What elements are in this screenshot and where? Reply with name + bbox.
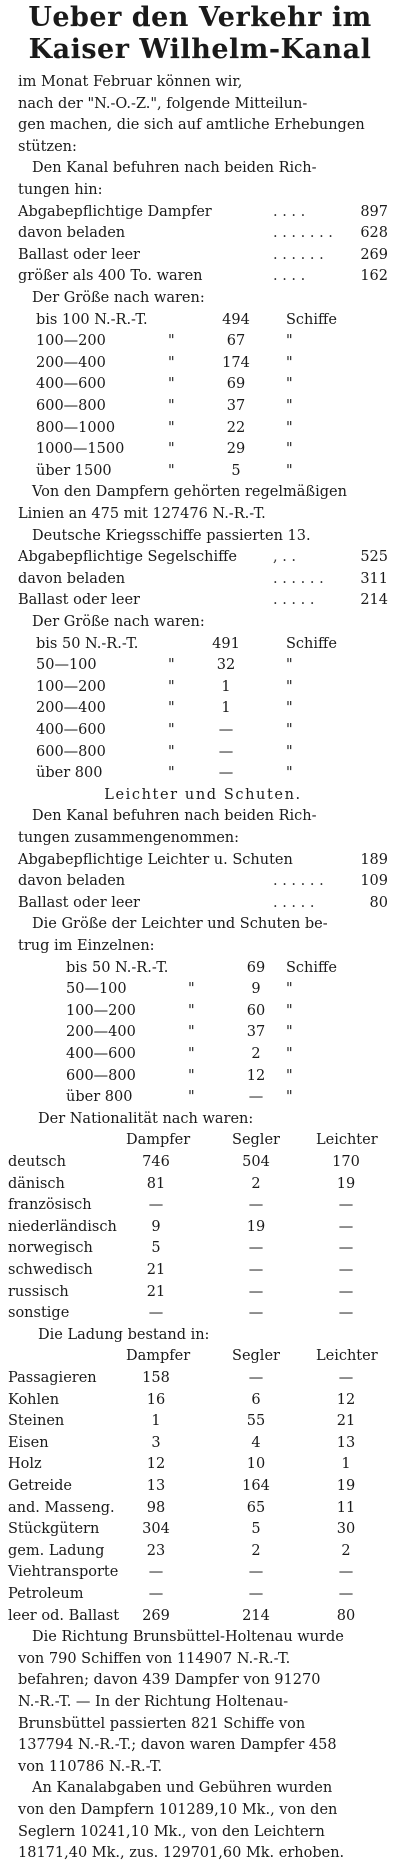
ditto-mark: " <box>168 722 175 738</box>
table-row <box>8 1348 388 1368</box>
stat-value: 628 <box>360 225 388 242</box>
stat-label: größer als 400 To. waren <box>18 268 203 285</box>
ship-unit: " <box>286 441 293 458</box>
size-heading: Die Größe der Leichter und Schuten be- <box>32 916 328 933</box>
column-header: Segler <box>232 1132 280 1149</box>
cell-value: 3 <box>151 1434 161 1451</box>
cell-value: — <box>338 1564 354 1581</box>
stat-row <box>18 852 388 872</box>
cell-value: 12 <box>146 1456 166 1473</box>
table-row <box>8 1586 388 1606</box>
cell-value: 269 <box>142 1607 170 1624</box>
cell-value: 19 <box>246 1218 266 1235</box>
cell-value: 80 <box>336 1607 356 1624</box>
cell-value: — <box>248 1283 264 1300</box>
size-row <box>18 312 388 332</box>
ship-count: — <box>248 1089 264 1106</box>
cell-value: 1 <box>341 1456 351 1473</box>
direction-line: von 790 Schiffen von 114907 N.-R.-T. <box>18 1650 291 1667</box>
size-range: 1000—1500 <box>36 441 125 458</box>
ship-count: 37 <box>246 1024 266 1041</box>
table-heading: Der Nationalität nach waren: <box>38 1110 254 1127</box>
leader-dots: . . . . <box>273 268 306 285</box>
cell-value: 21 <box>146 1283 166 1300</box>
table-row <box>8 1305 388 1325</box>
cell-value: 2 <box>341 1542 351 1559</box>
cell-value: — <box>148 1586 164 1602</box>
stat-row <box>18 247 388 267</box>
table-row <box>8 1564 388 1584</box>
size-row <box>18 420 388 440</box>
stat-row <box>18 549 388 569</box>
ship-count: 22 <box>226 419 246 436</box>
fees-line: 18171,40 Mk., zus. 129701,60 Mk. erhoben. <box>18 1845 345 1862</box>
cargo-name: Steinen <box>8 1413 65 1430</box>
cell-value: — <box>148 1564 164 1581</box>
cell-value: 98 <box>146 1499 166 1516</box>
ship-unit: " <box>286 398 293 414</box>
stat-label: davon beladen <box>18 873 126 890</box>
size-range: 400—600 <box>36 376 106 393</box>
nation-name: schwedisch <box>8 1262 93 1278</box>
table-row <box>8 1392 388 1412</box>
stat-row <box>18 895 388 915</box>
table-heading: Die Ladung bestand in: <box>38 1326 210 1343</box>
cell-value: 55 <box>246 1413 266 1430</box>
ship-unit: " <box>286 981 293 998</box>
size-row <box>18 355 388 375</box>
cell-value: — <box>248 1305 264 1322</box>
nation-name: russisch <box>8 1283 69 1300</box>
size-range: 800—1000 <box>36 419 116 436</box>
intro-line: stützen: <box>18 138 77 155</box>
cell-value: 504 <box>242 1154 270 1170</box>
page-title: Ueber den Verkehr im <box>28 2 372 33</box>
cell-value: 13 <box>146 1478 166 1494</box>
size-range: 600—800 <box>66 1067 136 1084</box>
ship-unit: " <box>286 1067 293 1084</box>
column-header: Dampfer <box>126 1348 191 1365</box>
size-row <box>18 744 388 764</box>
cargo-name: Eisen <box>8 1434 49 1451</box>
table-row <box>8 1240 388 1260</box>
size-row <box>18 1046 388 1066</box>
size-row <box>18 376 388 396</box>
cell-value: — <box>338 1370 354 1386</box>
size-row <box>18 1003 388 1023</box>
stat-label: Ballast oder leer <box>18 894 140 911</box>
nation-name: deutsch <box>8 1154 66 1170</box>
size-range: bis 50 N.-R.-T. <box>66 959 169 976</box>
cell-value: 21 <box>336 1413 356 1430</box>
cell-value: 81 <box>146 1175 166 1192</box>
ditto-mark: " <box>188 1089 195 1106</box>
ditto-mark: " <box>168 398 175 414</box>
column-header: Leichter <box>316 1132 378 1149</box>
stat-value: 525 <box>360 549 388 566</box>
ship-unit: " <box>286 765 293 782</box>
size-range: 400—600 <box>66 1046 136 1062</box>
cell-value: 5 <box>251 1521 261 1538</box>
cell-value: 13 <box>336 1434 356 1451</box>
table-row <box>8 1219 388 1239</box>
cell-value: — <box>248 1370 264 1386</box>
stat-value: 80 <box>369 894 388 911</box>
cell-value: — <box>248 1586 264 1602</box>
size-range: 200—400 <box>36 354 106 371</box>
ship-count: 494 <box>222 311 250 328</box>
size-range: 50—100 <box>36 657 97 674</box>
ship-unit: " <box>286 1046 293 1062</box>
direction-line: Die Richtung Brunsbüttel-Holtenau wurde <box>32 1629 344 1646</box>
intro-line: gen machen, die sich auf amtliche Erhebungen <box>18 117 365 134</box>
stat-label: Abgabepflichtige Dampfer <box>18 203 212 220</box>
cargo-name: Getreide <box>8 1478 73 1494</box>
cell-value: 10 <box>246 1456 266 1473</box>
size-row <box>18 765 388 785</box>
fees-line: Seglern 10241,10 Mk., von den Leichtern <box>18 1823 325 1840</box>
nation-name: niederländisch <box>8 1218 117 1235</box>
stat-label: davon beladen <box>18 225 126 242</box>
size-range: über 800 <box>66 1089 133 1106</box>
cell-value: — <box>338 1586 354 1602</box>
direction-line: Brunsbüttel passierten 821 Schiffe von <box>18 1715 306 1732</box>
ship-unit: Schiffe <box>286 311 337 328</box>
size-row <box>18 463 388 483</box>
leader-dots: . . . . <box>273 203 306 220</box>
ditto-mark: " <box>188 1002 195 1019</box>
cargo-name: Stückgütern <box>8 1521 100 1538</box>
cell-value: 65 <box>246 1499 266 1516</box>
ship-unit: " <box>286 333 293 350</box>
stat-value: 162 <box>360 268 388 285</box>
ship-unit: Schiffe <box>286 635 337 652</box>
cell-value: 23 <box>146 1542 166 1559</box>
cell-value: — <box>148 1197 164 1214</box>
leader-dots: . . . . . . <box>273 246 324 263</box>
cargo-name: Kohlen <box>8 1391 60 1408</box>
ship-unit: " <box>286 462 293 479</box>
stat-value: 311 <box>360 570 388 587</box>
cargo-name: gem. Ladung <box>8 1542 105 1559</box>
cell-value: — <box>248 1564 264 1581</box>
cell-value: — <box>338 1218 354 1235</box>
stat-label: Ballast oder leer <box>18 592 140 609</box>
size-range: 100—200 <box>36 678 106 695</box>
note-line: Deutsche Kriegsschiffe passierten 13. <box>32 527 311 544</box>
stat-row <box>18 204 388 224</box>
column-header: Leichter <box>316 1348 378 1365</box>
ship-count: 9 <box>251 981 261 998</box>
cell-value: 158 <box>142 1370 170 1386</box>
cargo-name: Passagieren <box>8 1370 97 1386</box>
section-heading: Den Kanal befuhren nach beiden Rich- <box>32 160 317 177</box>
ship-unit: Schiffe <box>286 959 337 976</box>
leader-dots: . . . . . . <box>273 873 324 890</box>
cell-value: — <box>148 1305 164 1322</box>
ditto-mark: " <box>168 743 175 760</box>
size-row <box>18 441 388 461</box>
cell-value: 2 <box>251 1175 261 1192</box>
table-row <box>8 1132 388 1152</box>
ditto-mark: " <box>168 462 175 479</box>
note-line: Linien an 475 mit 127476 N.-R.-T. <box>18 506 266 522</box>
stat-row <box>18 571 388 591</box>
table-row <box>8 1413 388 1433</box>
stat-label: Abgabepflichtige Leichter u. Schuten <box>18 851 293 868</box>
ship-count: 1 <box>221 700 231 717</box>
ditto-mark: " <box>188 1046 195 1062</box>
nation-name: französisch <box>8 1197 92 1214</box>
stat-row <box>18 873 388 893</box>
table-row <box>8 1176 388 1196</box>
size-heading: Der Größe nach waren: <box>32 614 205 630</box>
table-row <box>8 1456 388 1476</box>
ditto-mark: " <box>168 657 175 674</box>
ship-unit: " <box>286 722 293 738</box>
ship-count: — <box>218 765 234 782</box>
section-heading: Den Kanal befuhren nach beiden Rich- <box>32 808 317 825</box>
stat-value: 269 <box>360 246 388 263</box>
ship-count: 5 <box>231 462 241 479</box>
page-subtitle: Kaiser Wilhelm-Kanal <box>28 34 372 65</box>
size-heading: Der Größe nach waren: <box>32 290 205 306</box>
cell-value: 214 <box>242 1607 270 1624</box>
cell-value: 19 <box>336 1175 356 1192</box>
size-range: 200—400 <box>36 700 106 717</box>
cell-value: 12 <box>336 1391 356 1408</box>
stat-value: 214 <box>360 592 388 609</box>
stat-label: Abgabepflichtige Segelschiffe <box>18 549 237 566</box>
ship-unit: " <box>286 1002 293 1019</box>
ship-count: 29 <box>226 441 246 458</box>
cell-value: 2 <box>251 1542 261 1559</box>
size-row <box>18 981 388 1001</box>
size-row <box>18 700 388 720</box>
ditto-mark: " <box>168 441 175 458</box>
cell-value: 304 <box>142 1521 170 1538</box>
cell-value: 9 <box>151 1218 161 1235</box>
nation-name: sonstige <box>8 1305 70 1322</box>
size-row <box>18 333 388 353</box>
size-range: 50—100 <box>66 981 127 998</box>
column-header: Dampfer <box>126 1132 191 1149</box>
cell-value: 170 <box>332 1154 360 1170</box>
ship-count: 69 <box>246 959 266 976</box>
cell-value: — <box>338 1240 354 1257</box>
stat-value: 189 <box>360 851 388 868</box>
ship-count: 12 <box>246 1067 266 1084</box>
size-range: 100—200 <box>36 333 106 350</box>
size-row <box>18 1024 388 1044</box>
ship-unit: " <box>286 419 293 436</box>
cell-value: — <box>338 1305 354 1322</box>
cargo-name: Petroleum <box>8 1586 84 1602</box>
ship-count: 491 <box>212 635 240 652</box>
cargo-name: Viehtransporte <box>8 1564 119 1581</box>
ship-unit: " <box>286 1024 293 1041</box>
ship-count: — <box>218 722 234 738</box>
ditto-mark: " <box>168 333 175 350</box>
leader-dots: . . . . . <box>273 894 315 911</box>
cell-value: 19 <box>336 1478 356 1494</box>
size-heading: trug im Einzelnen: <box>18 938 155 954</box>
cell-value: 746 <box>142 1154 170 1170</box>
size-row <box>18 657 388 677</box>
cell-value: 11 <box>336 1499 356 1516</box>
ship-count: 67 <box>226 333 246 350</box>
stat-row <box>18 268 388 288</box>
size-range: bis 50 N.-R.-T. <box>36 635 139 652</box>
size-range: über 800 <box>36 765 103 782</box>
ditto-mark: " <box>188 981 195 998</box>
table-row <box>8 1284 388 1304</box>
ditto-mark: " <box>188 1024 195 1041</box>
table-row <box>8 1435 388 1455</box>
cargo-name: Holz <box>8 1456 42 1473</box>
stat-row <box>18 592 388 612</box>
stat-label: davon beladen <box>18 570 126 587</box>
direction-line: N.-R.-T. — In der Richtung Holtenau- <box>18 1694 289 1710</box>
stat-row <box>18 225 388 245</box>
size-row <box>18 960 388 980</box>
cell-value: 5 <box>151 1240 161 1257</box>
cell-value: — <box>248 1240 264 1257</box>
cell-value: 1 <box>151 1413 161 1430</box>
intro-line: im Monat Februar können wir, <box>18 74 243 90</box>
size-row <box>18 1089 388 1109</box>
size-range: über 1500 <box>36 462 112 479</box>
stat-label: Ballast oder leer <box>18 246 140 263</box>
ship-count: 1 <box>221 678 231 695</box>
size-range: 400—600 <box>36 722 106 738</box>
size-row <box>18 636 388 656</box>
leader-dots: , . . <box>273 549 297 566</box>
ditto-mark: " <box>168 765 175 782</box>
intro-line: nach der "N.-O.-Z.", folgende Mitteilun- <box>18 95 308 112</box>
cell-value: 30 <box>336 1521 356 1538</box>
fees-line: von den Dampfern 101289,10 Mk., von den <box>18 1802 338 1818</box>
ditto-mark: " <box>188 1067 195 1084</box>
cargo-name: leer od. Ballast <box>8 1607 120 1624</box>
ship-count: 60 <box>246 1002 266 1019</box>
ship-unit: " <box>286 376 293 393</box>
ditto-mark: " <box>168 678 175 695</box>
cell-value: 4 <box>251 1434 261 1451</box>
ship-count: 174 <box>222 354 250 371</box>
leader-dots: . . . . . <box>273 592 315 609</box>
ship-count: 37 <box>226 398 246 414</box>
size-range: 600—800 <box>36 743 106 760</box>
table-row <box>8 1154 388 1174</box>
size-range: 100—200 <box>66 1002 136 1019</box>
size-row <box>18 398 388 418</box>
fees-line: An Kanalabgaben und Gebühren wurden <box>32 1780 333 1797</box>
table-row <box>8 1521 388 1541</box>
cargo-name: and. Masseng. <box>8 1499 115 1516</box>
ship-unit: " <box>286 743 293 760</box>
stat-value: 897 <box>360 203 388 220</box>
cell-value: — <box>338 1283 354 1300</box>
size-row <box>18 679 388 699</box>
cell-value: — <box>338 1262 354 1278</box>
size-row <box>18 722 388 742</box>
leader-dots: . . . . . . . <box>273 225 333 242</box>
table-row <box>8 1500 388 1520</box>
ship-count: — <box>218 743 234 760</box>
ship-unit: " <box>286 1089 293 1106</box>
cell-value: — <box>248 1262 264 1278</box>
ditto-mark: " <box>168 419 175 436</box>
column-header: Segler <box>232 1348 280 1365</box>
stat-value: 109 <box>360 873 388 890</box>
cell-value: — <box>248 1197 264 1214</box>
section-title: Leichter und Schuten. <box>104 786 302 803</box>
table-row <box>8 1262 388 1282</box>
cell-value: — <box>338 1197 354 1214</box>
direction-line: 137794 N.-R.-T.; davon waren Dampfer 458 <box>18 1737 337 1754</box>
cell-value: 21 <box>146 1262 166 1278</box>
cell-value: 6 <box>251 1391 261 1408</box>
table-row <box>8 1608 388 1628</box>
ditto-mark: " <box>168 700 175 717</box>
section-heading: tungen hin: <box>18 182 103 198</box>
ship-unit: " <box>286 678 293 695</box>
table-row <box>8 1370 388 1390</box>
leader-dots: . . . . . . <box>273 570 324 587</box>
table-row <box>8 1478 388 1498</box>
ditto-mark: " <box>168 354 175 371</box>
direction-line: von 110786 N.-R.-T. <box>18 1758 163 1775</box>
ship-unit: " <box>286 354 293 371</box>
size-row <box>18 1068 388 1088</box>
table-row <box>8 1197 388 1217</box>
size-range: 200—400 <box>66 1024 136 1041</box>
ship-count: 69 <box>226 376 246 393</box>
size-range: 600—800 <box>36 398 106 414</box>
nation-name: dänisch <box>8 1175 65 1192</box>
ship-count: 2 <box>251 1046 261 1062</box>
section-heading: tungen zusammengenommen: <box>18 830 240 846</box>
table-row <box>8 1543 388 1563</box>
ship-unit: " <box>286 700 293 717</box>
ship-count: 32 <box>216 657 236 674</box>
direction-line: befahren; davon 439 Dampfer von 91270 <box>18 1672 321 1689</box>
note-line: Von den Dampfern gehörten regelmäßigen <box>32 484 347 501</box>
cell-value: 164 <box>242 1478 270 1494</box>
cell-value: 16 <box>146 1391 166 1408</box>
ditto-mark: " <box>168 376 175 393</box>
nation-name: norwegisch <box>8 1240 93 1257</box>
ship-unit: " <box>286 657 293 674</box>
size-range: bis 100 N.-R.-T. <box>36 311 148 328</box>
